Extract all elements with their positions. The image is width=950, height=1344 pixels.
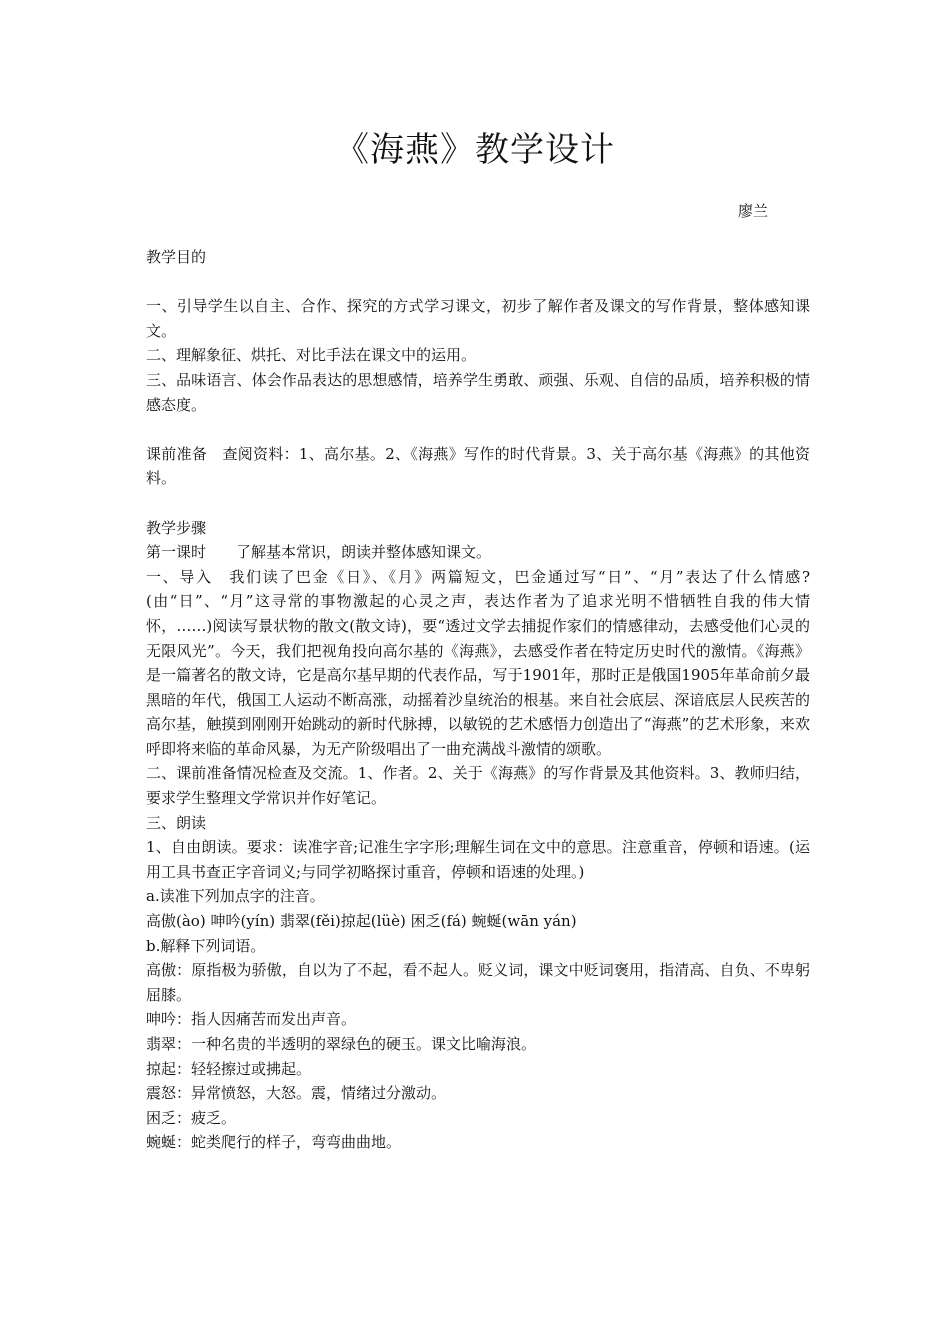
- author-name: 廖兰: [738, 202, 769, 220]
- goal-item-2: 二、理解象征、烘托、对比手法在课文中的运用。: [146, 346, 477, 365]
- step-1-introduction: 一、导入 我们读了巴金《日》、《月》两篇短文，巴金通过写“日”、“月”表达了什么情感?(由“日”、“月”这寻常的事物激起的心灵之声，表达作者为了追求光明不惜牺牲自我的伟大情怀，……)阅读写景状物的散文(散文诗)，要“透过文学去捕捉作家们的情感律动，去感受他们心灵的无限风光”。今天，我们把视角投向高尔基的《海燕》，去感受作者在特定历史时代的激情。《海燕》是一篇著名的散文诗，它是高尔基早期的代表作品，写于1901年，那时正是俄国1905年革命前夕最黑暗的年代，俄国工人运动不断高涨，动摇着沙皇统治的根基。来自社会底层、深谙底层人民疾苦的高尔基，触摸到刚刚开始跳动的新时代脉搏，以敏锐的艺术感悟力创造出了“海燕”的艺术形象，来欢呼即将来临的革命风暴，为无产阶级唱出了一曲充满战斗激情的颂歌。: [146, 567, 810, 758]
- preparation-paragraph: 课前准备 查阅资料：1、高尔基。2、《海燕》写作的时代背景。3、关于高尔基《海燕》的其他资料。: [146, 444, 810, 488]
- spacer: [146, 270, 810, 295]
- sub-item-b: b.解释下列词语。: [146, 936, 266, 955]
- definition-5: 震怒：异常愤怒，大怒。震，情绪过分激动。: [146, 1084, 447, 1103]
- document-title: 《海燕》教学设计: [335, 130, 615, 170]
- lesson-1-heading: 第一课时 了解基本常识，朗读并整体感知课文。: [146, 543, 492, 562]
- definition-1: 高傲：原指极为骄傲，自以为了不起，看不起人。贬义词，课文中贬词褒用，指清高、自负、不卑躬屈膝。: [146, 961, 810, 1004]
- heading-teaching-goals: 教学目的: [146, 248, 207, 266]
- sub-item-a: a.读准下列加点字的注音。: [146, 887, 325, 906]
- definition-2: 呻吟：指人因痛苦而发出声音。: [146, 1010, 357, 1029]
- heading-teaching-steps: 教学步骤: [146, 518, 207, 537]
- spacer: [146, 491, 810, 516]
- reading-item-1: 1、自由朗读。要求：读准字音;记准生字字形;理解生词在文中的意思。注意重音，停顿和语速。(运用工具书查正字音词义;与同学初略探讨重音，停顿和语速的处理。): [146, 838, 810, 881]
- pinyin-line: 高傲(ào) 呻吟(yín) 翡翠(fěi)掠起(lüè) 困乏(fá) 蜿蜒(wān yán): [146, 912, 577, 931]
- definition-4: 掠起：轻轻擦过或拂起。: [146, 1059, 312, 1078]
- step-2-check: 二、课前准备情况检查及交流。1、作者。2、关于《海燕》的写作背景及其他资料。3、教师归结，要求学生整理文学常识并作好笔记。: [146, 764, 810, 808]
- definition-3: 翡翠：一种名贵的半透明的翠绿色的硬玉。课文比喻海浪。: [146, 1035, 537, 1053]
- goal-item-1: 一、引导学生以自主、合作、探究的方式学习课文，初步了解作者及课文的写作背景，整体感知课文。: [146, 297, 810, 340]
- definition-7: 蜿蜒：蛇类爬行的样子，弯弯曲曲地。: [146, 1133, 402, 1152]
- document-body: [146, 245, 810, 1155]
- definition-6: 困乏：疲乏。: [146, 1108, 237, 1127]
- spacer: [146, 417, 810, 442]
- goal-item-3: 三、品味语言、体会作品表达的思想感情，培养学生勇敢、顽强、乐观、自信的品质，培养积极的情感态度。: [146, 370, 810, 414]
- step-3-reading: 三、朗读: [146, 813, 207, 832]
